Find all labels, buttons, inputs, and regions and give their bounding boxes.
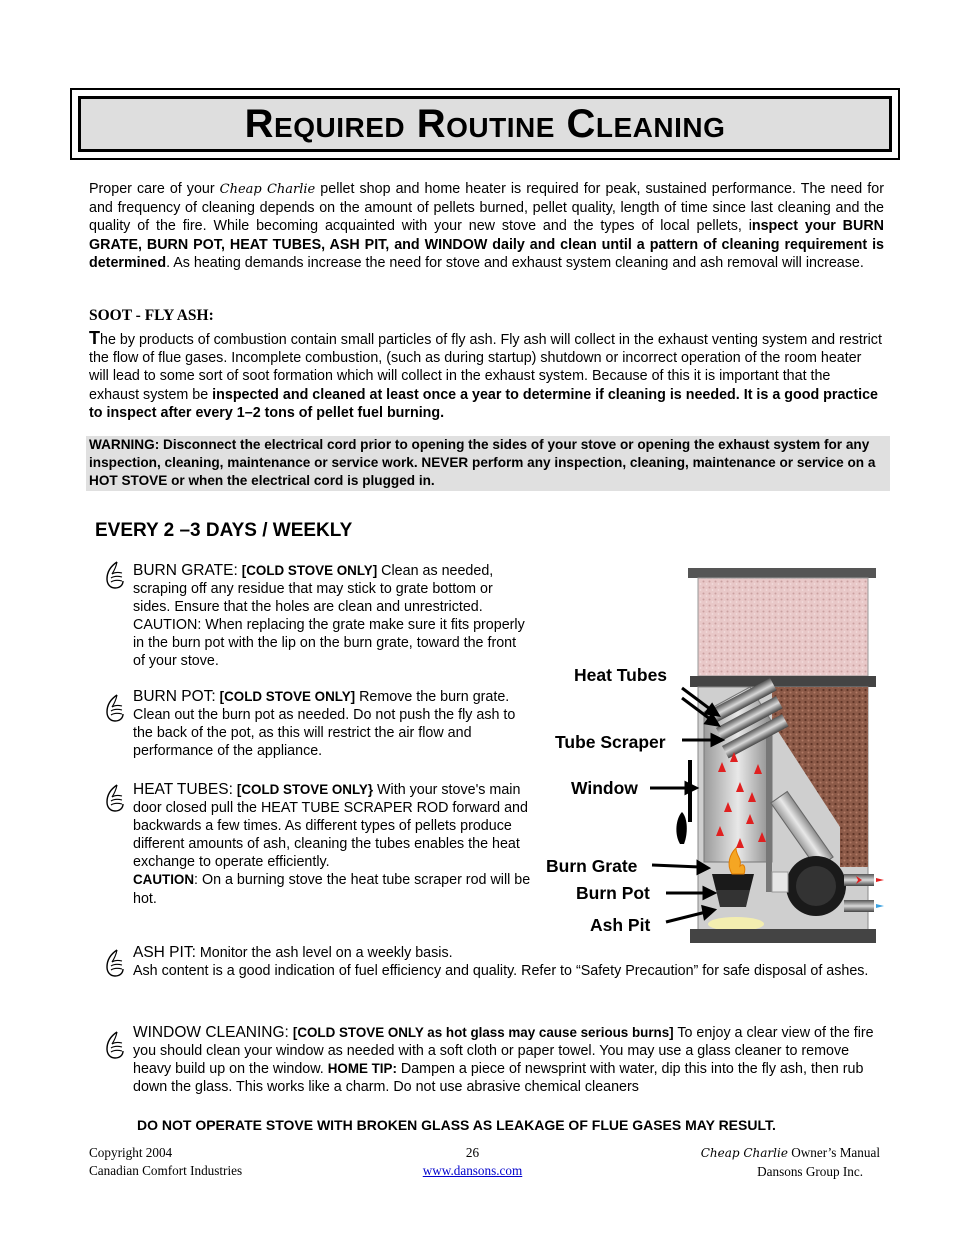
label-burn-grate: Burn Grate <box>546 856 638 876</box>
page-title: Required Routine Cleaning <box>244 101 726 146</box>
footer-center <box>400 1144 545 1179</box>
hand-icon <box>104 560 126 590</box>
label-tube-scraper: Tube Scraper <box>555 732 666 752</box>
item-burn-pot: BURN POT: [COLD STOVE ONLY] Remove the burn grate. Clean out the burn pot as needed. Do not push the fly ash to the back of the pot, as this will restrict the air flow and performance of the appliance. <box>133 688 516 760</box>
title-box <box>70 88 900 160</box>
footer-company-left: Canadian Comfort Industries <box>89 1162 243 1178</box>
stove-base <box>690 929 876 943</box>
footer-company-right: Dansons Group Inc. <box>757 1163 863 1179</box>
ash-pit <box>708 917 764 931</box>
window-final-warning: DO NOT OPERATE STOVE WITH BROKEN GLASS AS LEAKAGE OF FLUE GASES MAY RESULT. <box>137 1117 776 1133</box>
footer-copyright: Copyright 2004 <box>89 1145 173 1160</box>
page-number: 26 <box>465 1145 480 1160</box>
drop-cap: T <box>89 328 100 348</box>
footer-right <box>640 1144 880 1180</box>
soot-heading: SOOT - FLY ASH: <box>89 307 214 324</box>
soot-paragraph: The by products of combustion contain small particles of fly ash. Fly ash will collect in the exhaust venting system and restrict the flow of flue gases. Incomplete combustion, (such as during startup) shutdown or incorrect operation of the room heater will lead to some sort of soot formation which will collect in the exhaust system. Because of this it is important that the exhaust system be inspected and cleaned at least once a year to determine if cleaning is needed. It is a good practice to inspect after every 1–2 tons of pellet fuel burning. <box>89 328 882 421</box>
burn-grate <box>712 874 754 890</box>
item-burn-grate: BURN GRATE: [COLD STOVE ONLY] Clean as needed, scraping off any residue that may stick to grate bottom or sides. Ensure that the holes are clean and unrestricted. CAUTION: When replacing the grate make sure it fits properly in the burn pot with the lip on the burn grate, toward the front of your stove. <box>133 562 525 670</box>
label-window: Window <box>571 778 638 798</box>
fan-hub <box>796 866 836 906</box>
hand-icon <box>104 1030 126 1060</box>
window-handle <box>676 812 686 844</box>
item-ash-pit: ASH PIT: Monitor the ash level on a weekly basis. Ash content is a good indication of fuel efficiency and quality. Refer to “Safety Precaution” for safe disposal of ashes. <box>133 944 869 980</box>
brand-name: Cheap Charlie <box>219 182 316 197</box>
website-link[interactable]: www.dansons.com <box>422 1162 523 1178</box>
intro-paragraph: Proper care of your Cheap Charlie pellet shop and home heater is required for peak, sustained performance. The need for and frequency of cleaning depends on the amount of pellets burned, pellet quality, length of time since last cleaning and the quality of the fire. While becoming acquainted with your new stove and the types of local pellets, inspect your BURN GRATE, BURN POT, HEAT TUBES, ASH PIT, and WINDOW daily and clean until a pattern of cleaning requirement is determined. As heating demands increase the need for stove and exhaust system cleaning and ash removal will increase. <box>89 181 884 271</box>
label-heat-tubes: Heat Tubes <box>574 665 668 685</box>
hopper-lid <box>688 568 876 578</box>
intake-arrows <box>876 904 884 908</box>
section-heading: EVERY 2 –3 DAYS / WEEKLY <box>95 520 353 541</box>
item-heat-tubes: HEAT TUBES: [COLD STOVE ONLY} With your stove's main door closed pull the HEAT TUBE SCRAPER ROD forward and backwards a few times. As different types of pellets produce different amounts of ash, cleaning the tubes enables the heat exchange to operate efficiently. CAUTION: On a burning stove the heat tube scraper rod will be hot. <box>133 781 531 907</box>
footer-left <box>89 1144 242 1179</box>
hand-icon <box>104 948 126 978</box>
title-inner <box>78 96 892 152</box>
grate-bracket <box>772 872 788 892</box>
hand-icon <box>104 783 126 813</box>
footer-manual-title: Cheap Charlie Owner’s Manual <box>700 1145 880 1160</box>
window-frame <box>766 722 772 892</box>
hopper-divider <box>690 676 876 687</box>
label-ash-pit: Ash Pit <box>590 915 651 935</box>
intake-pipe <box>844 900 874 912</box>
label-burn-pot: Burn Pot <box>576 883 650 903</box>
burn-pot <box>716 890 750 907</box>
item-window-cleaning: WINDOW CLEANING: [COLD STOVE ONLY as hot glass may cause serious burns] To enjoy a clear view of the fire you should clean your window as needed with a soft cloth or paper towel. You may use a glass cleaner to remove heavy build up on the window. HOME TIP: Dampen a piece of newsprint with water, dip this into the fly ash, then rub down the glass. This works like a charm. Do not use abrasive chemical cleaners <box>133 1024 874 1096</box>
hopper-top <box>698 578 868 676</box>
warning-box: WARNING: Disconnect the electrical cord prior to opening the sides of your stove or opening the exhaust system for any inspection, cleaning, maintenance or service work. NEVER perform any inspection, cleaning, maintenance or service on a HOT STOVE or when the electrical cord is plugged in. <box>86 436 890 491</box>
hand-icon <box>104 693 126 723</box>
